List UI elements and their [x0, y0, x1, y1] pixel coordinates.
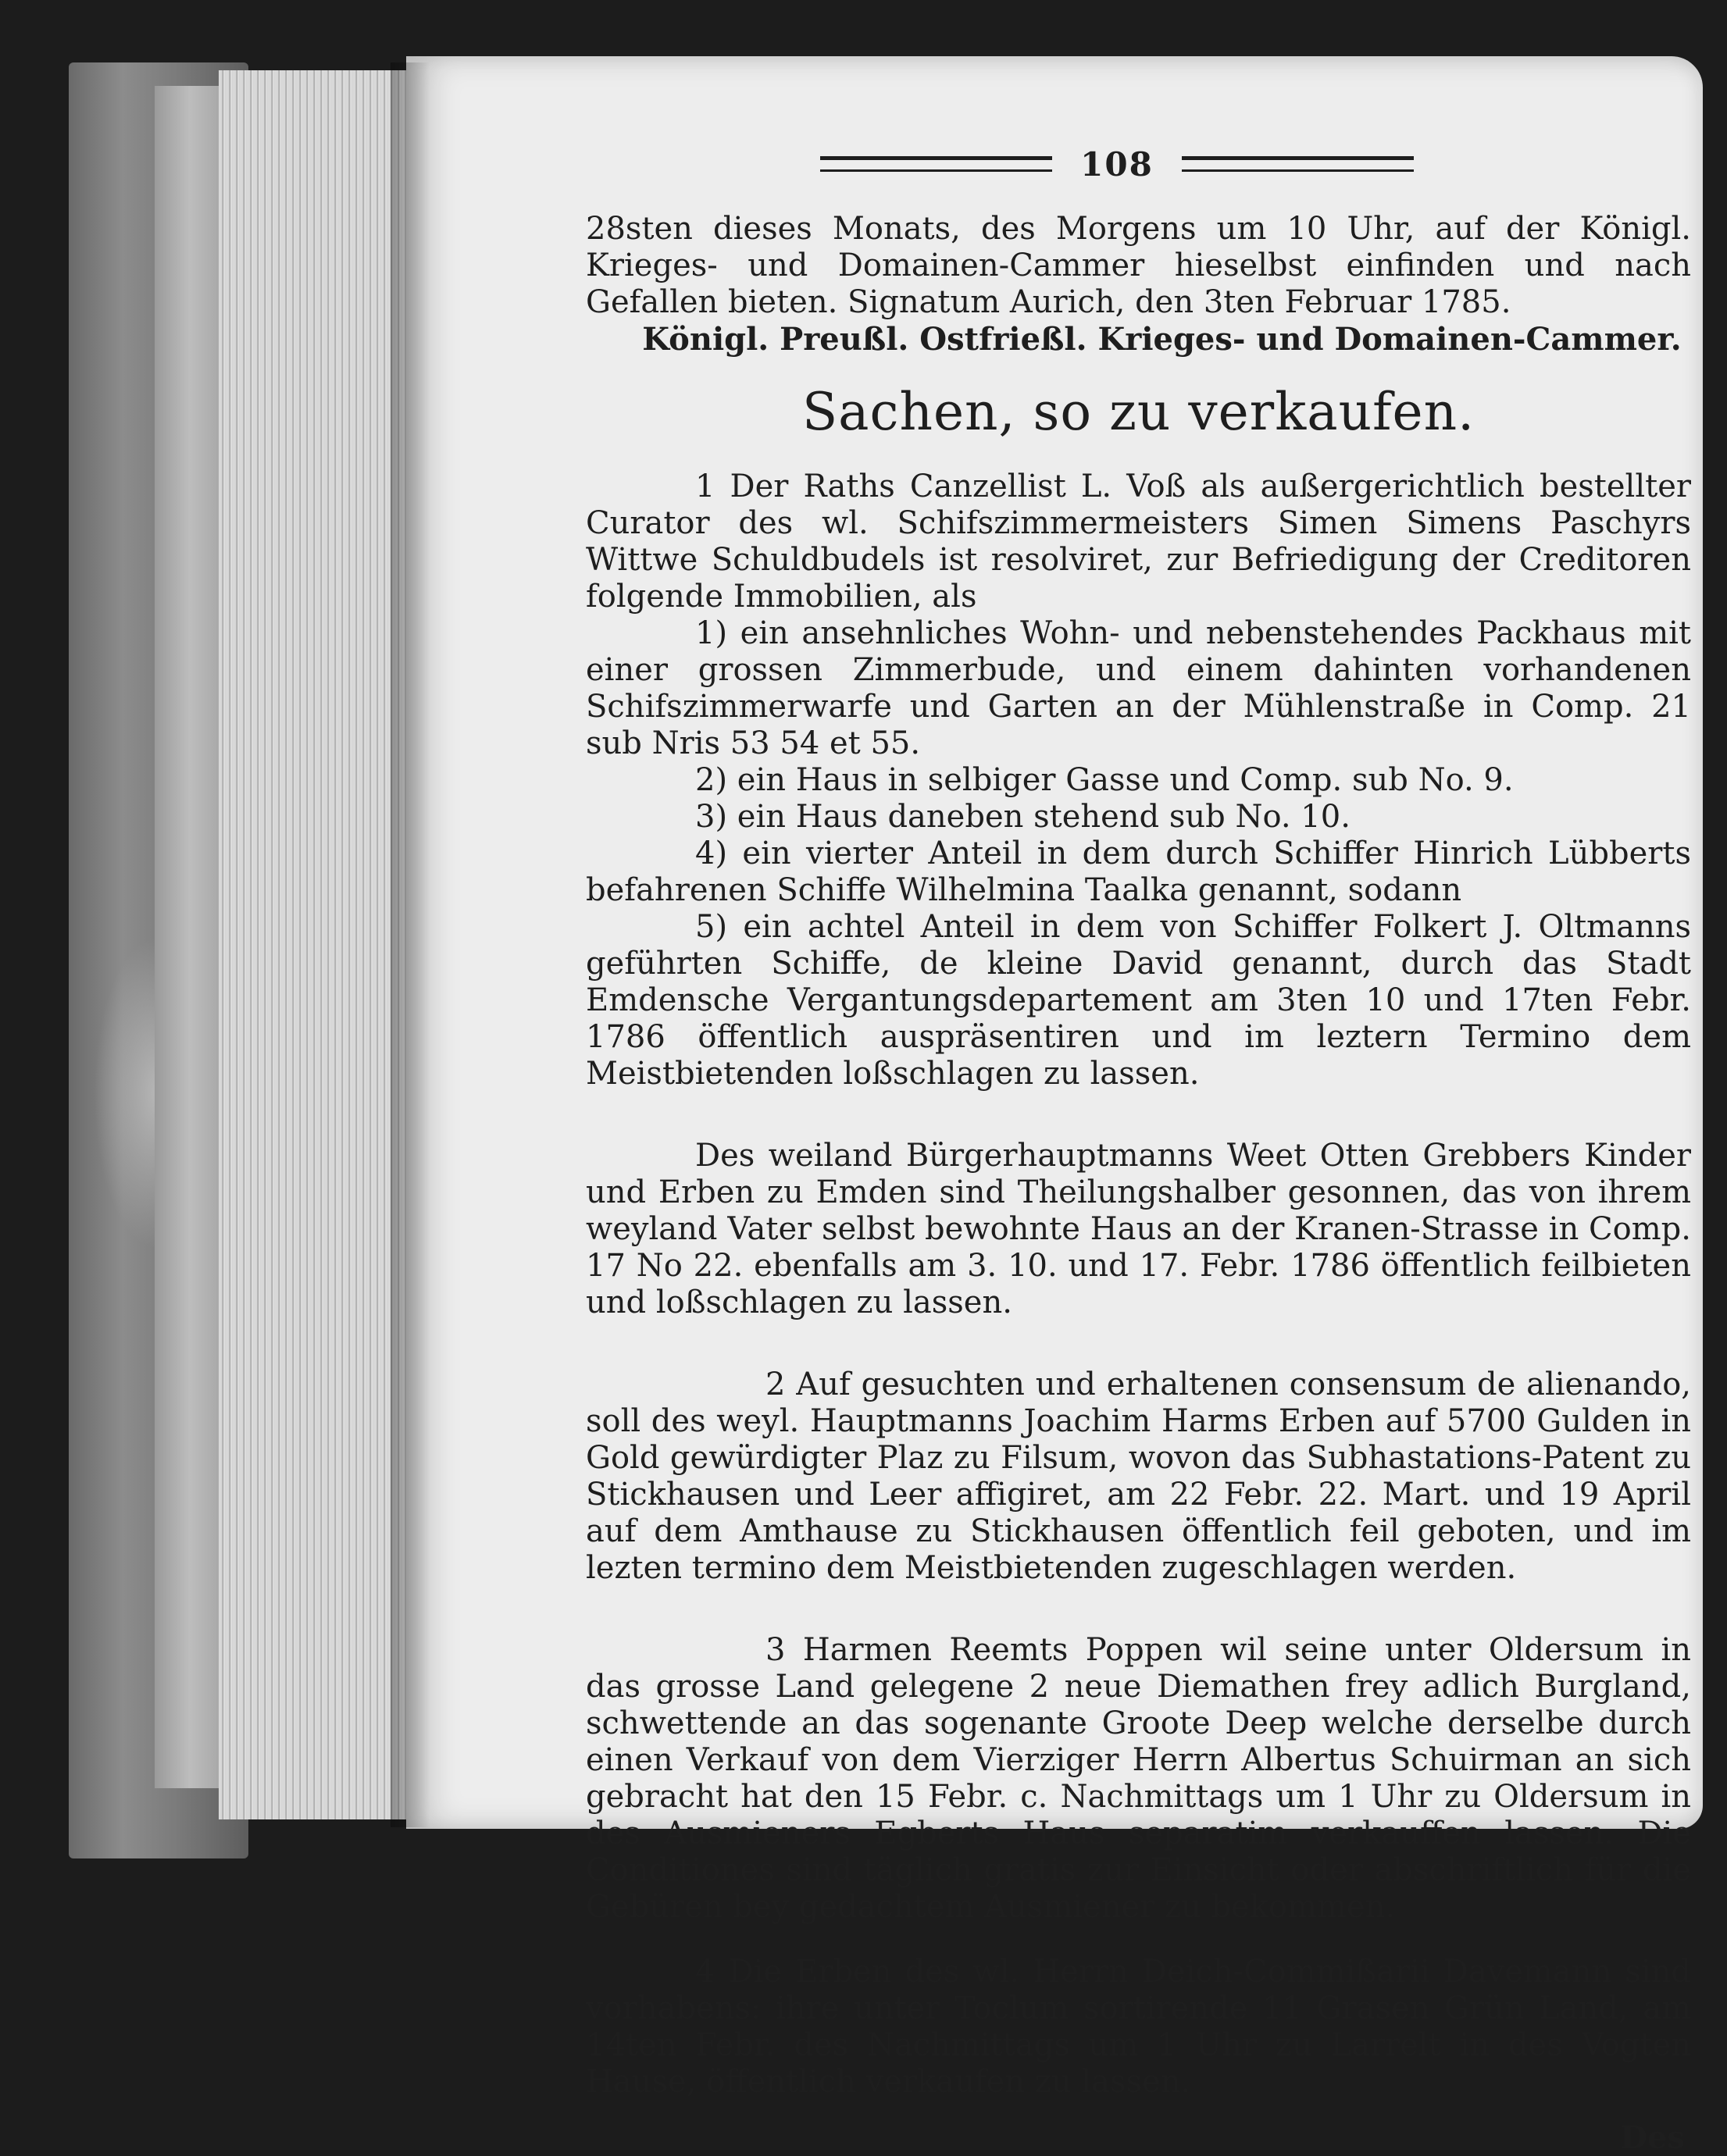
- notice-3: 3 Harmen Reemts Poppen wil seine unter Oldersum in das grosse Land gelegene 2 neue Diemathen frey adlich Burgland, schwettende an das sogenante Groote Deep welche derselbe durch einen Verkauf von dem Vierziger Herrn Albertus Schuirman an sich gebracht hat den 15 Febr. c. Nachmittags um 1 Uhr zu Oldersum in des Ausmieners Egberts Haus separatim verkauffen lassen. Die Conditiones sind täglich gratis zur Einsicht oder abschriftlich für die Gebüren bey gedachtem Ausmiener zu bekommen.: [586, 1632, 1691, 1925]
- spacer: [586, 1926, 1691, 1954]
- intro-paragraph: 28sten dieses Monats, des Morgens um 10 Uhr, auf der Königl. Krieges- und Domainen-Cammer hieselbst einfinden und nach Gefallen bieten. Signatum Aurich, den 3ten Februar 1785.: [586, 211, 1691, 320]
- notice-1-intro: 1 Der Raths Canzellist L. Voß als außergerichtlich bestellter Curator des wl. Schifszimmermeisters Simen Simens Paschyrs Wittwe Schuldbudels ist resolviret, zur Befriedigung der Creditoren folgende Immobilien, als: [586, 469, 1691, 615]
- header-rule-left: [820, 156, 1052, 172]
- spacer: [586, 1092, 1691, 1138]
- section-title: Sachen, so zu verkaufen.: [801, 382, 1475, 442]
- notice-4: 4 Die Erben des wl. Herrn Deich-Commißarii Davemann sind vorhabens: ihre unter Toclum sortirende 11 Grasen Grün Land, am 14ten Febr. des Nachmittags um 1 Uhr zu Larrelt in des Vogten Hause, öffentlich verkaufen zu lassen.: [586, 1954, 1691, 2100]
- page-edges: [219, 70, 406, 1819]
- notice-1-item-1: 1) ein ansehnliches Wohn- und nebenstehendes Packhaus mit einer grossen Zimmerbude, und einem dahinten vorhandenen Schifszimmerwarfe und Garten an der Mühlenstraße in Comp. 21 sub Nris 53 54 et 55.: [586, 615, 1691, 761]
- page-text-block: [586, 141, 1691, 2156]
- notice-1-item-2: 2) ein Haus in selbiger Gasse und Comp. sub No. 9.: [695, 762, 1514, 798]
- spacer: [586, 1321, 1691, 1367]
- signature-line: Königl. Preußl. Ostfrießl. Krieges- und Domainen-Cammer.: [642, 321, 1682, 358]
- gutter-shadow: [391, 62, 430, 1827]
- notice-2: 2 Auf gesuchten und erhaltenen consensum de alienando, soll des weyl. Hauptmanns Joachim Harms Erben auf 5700 Gulden in Gold gewürdigter Plaz zu Filsum, wovon das Subhastations-Patent zu Stickhausen und Leer affigiret, am 22 Febr. 22. Mart. und 19 April auf dem Amthause zu Stickhausen öffentlich feil geboten, und im lezten termino dem Meistbietenden zugeschlagen werden.: [586, 1367, 1691, 1586]
- page-number: 108: [1080, 144, 1154, 184]
- cover-board-edge: [155, 86, 225, 1788]
- spacer: [586, 1587, 1691, 1632]
- header-rule-right: [1182, 156, 1414, 172]
- notice-1-item-5: 5) ein achtel Anteil in dem von Schiffer Folkert J. Oltmanns geführten Schiffe, de kleine David genannt, durch das Stadt Emdensche Vergantungsdepartement am 3ten 10 und 17ten Febr. 1786 öffentlich auspräsentiren und im leztern Termino dem Meistbietenden loßschlagen zu lassen.: [586, 909, 1691, 1092]
- notice-grebbers: Des weiland Bürgerhauptmanns Weet Otten Grebbers Kinder und Erben zu Emden sind Theilungshalber gesonnen, das von ihrem weyland Vater selbst bewohnte Haus an der Kranen-Strasse in Comp. 17 No 22. ebenfalls am 3. 10. und 17. Febr. 1786 öffentlich feilbieten und loßschlagen zu lassen.: [586, 1138, 1691, 1320]
- notice-1-item-3: 3) ein Haus daneben stehend sub No. 10.: [695, 799, 1351, 835]
- page-header: [820, 141, 1414, 187]
- notice-1-item-4: 4) ein vierter Anteil in dem durch Schiffer Hinrich Lübberts befahrenen Schiffe Wilhelmina Taalka genannt, sodann: [586, 836, 1691, 908]
- catchword: Des: [1620, 2119, 1685, 2156]
